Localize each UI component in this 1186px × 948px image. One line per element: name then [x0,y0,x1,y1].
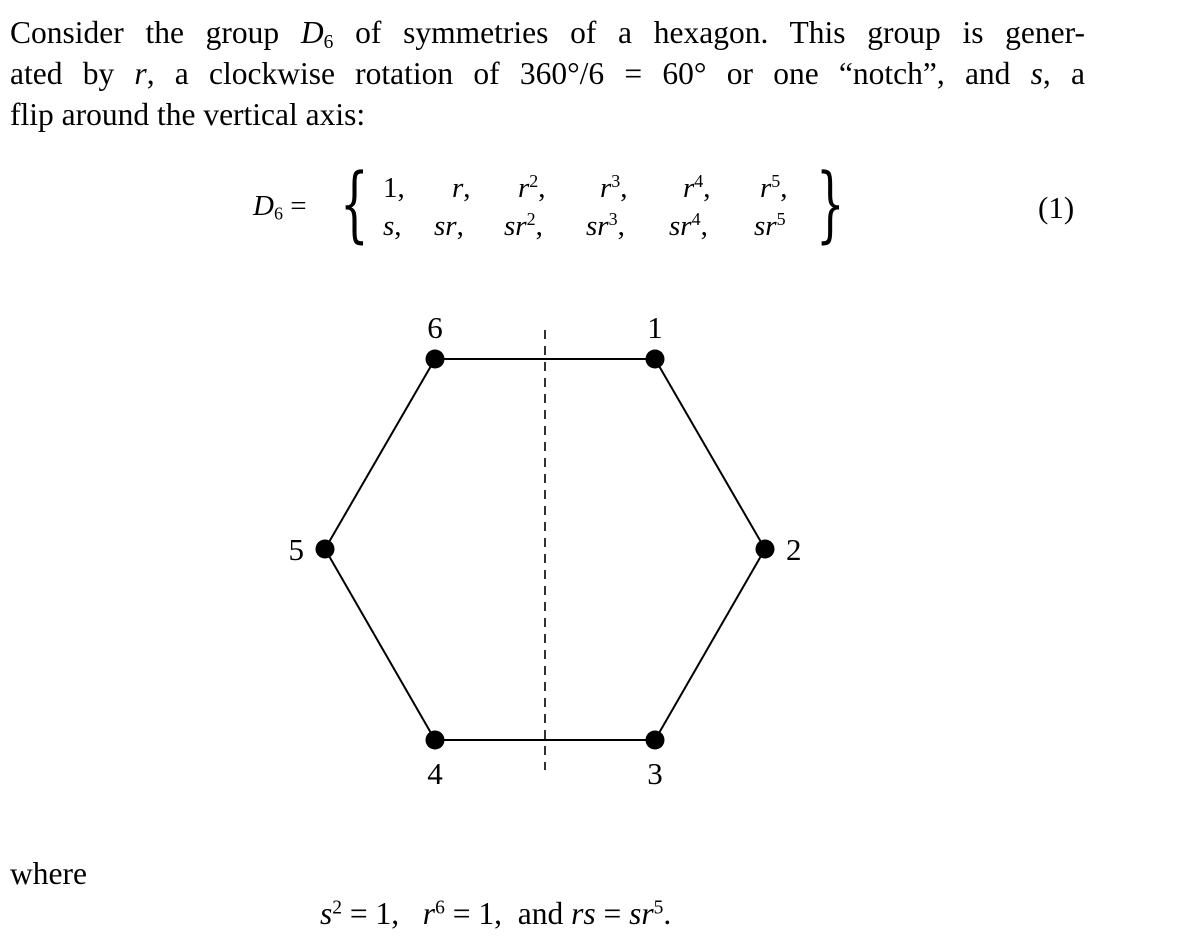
relation-symbol: sr [629,896,654,931]
rotation-symbol: r [134,56,147,91]
element-separator: , [703,172,711,204]
element-exponent: 5 [771,171,781,192]
element-base: sr [669,210,692,242]
element-exponent: 4 [694,171,704,192]
relation-text: and [517,896,564,931]
equation-number: (1) [1038,190,1075,225]
relation-symbol: r [422,896,436,931]
element-separator: , [538,172,546,204]
relation-exponent: 6 [435,897,445,919]
group-symbol: D [300,15,324,50]
element-separator: , [535,210,543,242]
vertex-dot-2 [756,540,775,559]
element-base: sr [434,210,457,242]
intro-text: Consider the group [10,15,301,50]
element-separator: , [700,210,708,242]
intro-line-3: flip around the vertical axis: [10,97,366,132]
element-base: sr [754,210,777,242]
element-separator: , [620,172,628,204]
element-separator: , [463,172,471,204]
relation-symbol: s [320,896,333,931]
vertex-label-4: 4 [427,756,443,791]
element-exponent: 3 [611,171,621,192]
where-text: where [10,856,87,891]
left-brace: { [340,157,369,252]
relation-text: = 1, [342,896,400,931]
intro-text: , a [1042,56,1086,91]
element-separator: , [394,210,402,242]
vertex-dot-1 [646,350,665,369]
element-separator: , [780,172,788,204]
element-base: sr [586,210,609,242]
element-exponent: 2 [529,171,539,192]
intro-text: , a clockwise rotation of 360°/6 = 60° or one “notch”, and [146,56,1031,91]
group-subscript: 6 [273,203,283,224]
element-base: 1 [383,172,398,204]
element-base: r [518,172,530,204]
vertex-dot-4 [426,731,445,750]
element-base: r [600,172,612,204]
element-separator: , [397,172,405,204]
vertex-dot-3 [646,731,665,750]
vertex-label-6: 6 [427,310,443,345]
element-base: r [760,172,772,204]
vertex-label-3: 3 [647,756,663,791]
relation-text: = 1, [444,896,502,931]
element-exponent: 2 [526,209,536,230]
relation-symbol: rs [571,896,596,931]
element-exponent: 3 [608,209,618,230]
element-exponent: 5 [776,209,786,230]
element-base: r [683,172,695,204]
vertex-dot-5 [316,540,335,559]
equals-sign: = [282,190,307,222]
relation-text: = [595,896,630,931]
right-brace: } [816,157,845,252]
element-base: sr [504,210,527,242]
group-symbol: D [253,190,274,222]
element-base: s [383,210,395,242]
element-base: r [452,172,464,204]
relation-exponent: 5 [653,897,664,919]
relation-text: . [663,896,672,931]
intro-text: ated by [10,56,135,91]
vertex-label-5: 5 [288,532,304,567]
vertex-label-2: 2 [786,532,802,567]
element-separator: , [456,210,464,242]
group-relations [320,896,671,932]
intro-text: of symmetries of a hexagon. This group is gener- [333,15,1085,50]
relation-exponent: 2 [332,897,343,919]
element-separator: , [617,210,625,242]
vertex-dot-6 [426,350,445,369]
group-subscript: 6 [323,31,334,53]
vertex-label-1: 1 [647,310,663,345]
element-exponent: 4 [691,209,701,230]
flip-symbol: s [1030,56,1043,91]
